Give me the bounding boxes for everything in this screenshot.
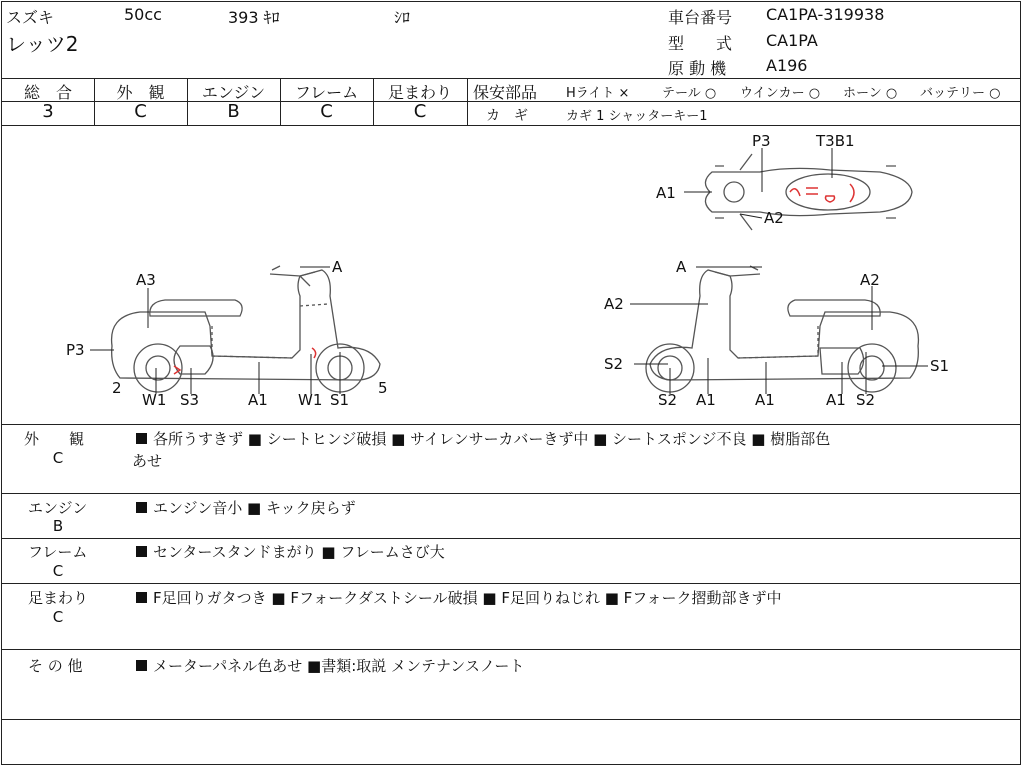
diagram-label: A1 (826, 391, 846, 409)
diagram-label: S1 (930, 357, 950, 375)
note-category: 足まわり (28, 589, 89, 607)
frame-no-label: 車台番号 (668, 8, 733, 27)
diagram-label: A (676, 258, 687, 276)
safety-parts-label: 保安部品 (473, 83, 538, 102)
battery-status: バッテリー ○ (920, 86, 1001, 101)
divider (467, 101, 1020, 102)
scooter-top-view (705, 154, 912, 230)
diagram-label: A1 (696, 391, 716, 409)
divider (2, 649, 1020, 650)
divider (467, 78, 468, 125)
key-value: カギ 1 シャッターキー1 (566, 109, 708, 124)
exterior-grade-label: 外 観 (116, 83, 165, 102)
displacement: 50cc (124, 5, 162, 24)
horn-status: ホーン ○ (843, 86, 898, 101)
diagram-label: A1 (248, 391, 268, 409)
diagram-label: A2 (604, 295, 624, 313)
maker: スズキ (6, 8, 55, 27)
suspension-grade: C (413, 101, 427, 122)
leader-lines (90, 148, 928, 394)
diagram-label: A3 (136, 271, 156, 289)
note-line: あせ (132, 452, 163, 470)
diagram-label: A1 (755, 391, 775, 409)
divider (2, 78, 1020, 79)
key-label: カ ギ (486, 108, 528, 124)
note-category: そ の 他 (28, 657, 83, 675)
note-line: F足回りガタつき ■ Fフォークダストシール破損 ■ F足回りねじれ ■ Fフォーク摺動部きず中 (136, 587, 782, 608)
note-grade: C (52, 449, 64, 467)
note-grade: C (52, 562, 64, 580)
diagram-label: T3B1 (816, 132, 855, 150)
divider (2, 583, 1020, 584)
diagram-label: P3 (752, 132, 771, 150)
note-category: 外 観 (24, 430, 85, 448)
diagram-label: S2 (856, 391, 876, 409)
model-name: レッツ2 (6, 32, 79, 56)
divider (2, 493, 1020, 494)
exterior-grade: C (134, 101, 147, 122)
suspension-grade-label: 足まわり (387, 83, 452, 102)
mileage: 393 ｷﾛ (228, 8, 280, 27)
diagram-label: A1 (656, 184, 676, 202)
type-value: CA1PA (766, 31, 818, 50)
frame-grade-label: フレーム (294, 83, 359, 102)
damage-diagram (0, 126, 1022, 424)
total-grade-label: 総 合 (23, 83, 72, 102)
engine-grade-label: エンジン (201, 83, 266, 102)
color: ｼﾛ (394, 8, 411, 27)
engine-value: A196 (766, 56, 808, 75)
diagram-label: W1 (298, 391, 323, 409)
diagram-label: 5 (378, 379, 388, 397)
note-line: メーターパネル色あせ ■書類:取説 メンテナンスノート (136, 655, 524, 676)
divider (2, 719, 1020, 720)
type-label: 型 式 (668, 34, 733, 53)
diagram-label: P3 (66, 341, 85, 359)
frame-grade: C (320, 101, 333, 122)
divider (2, 538, 1020, 539)
diagram-label: A2 (764, 209, 784, 227)
divider (2, 424, 1020, 425)
diagram-label: S3 (180, 391, 200, 409)
diagram-label: S2 (604, 355, 624, 373)
diagram-label: 2 (112, 379, 122, 397)
frame-no: CA1PA-319938 (766, 5, 885, 24)
diagram-label: A2 (860, 271, 880, 289)
total-grade: 3 (42, 101, 54, 122)
tail-status: テール ○ (662, 86, 717, 101)
note-grade: B (52, 517, 64, 535)
engine-grade: B (227, 101, 240, 122)
note-category: エンジン (28, 499, 88, 517)
note-line: エンジン音小 ■ キック戻らず (136, 497, 356, 518)
diagram-label: S2 (658, 391, 678, 409)
note-grade: C (52, 608, 64, 626)
note-line: 各所うすきず ■ シートヒンジ破損 ■ サイレンサーカバーきず中 ■ シートスポンジ不良 ■ 樹脂部色 (136, 428, 830, 449)
headlight-status: Hライト × (566, 86, 630, 101)
diagram-label: W1 (142, 391, 167, 409)
winker-status: ウインカー ○ (740, 86, 821, 101)
note-category: フレーム (28, 543, 88, 561)
diagram-label: A (332, 258, 343, 276)
note-line: センタースタンドまがり ■ フレームさび大 (136, 541, 445, 562)
diagram-label: S1 (330, 391, 350, 409)
engine-label: 原 動 機 (668, 59, 727, 78)
